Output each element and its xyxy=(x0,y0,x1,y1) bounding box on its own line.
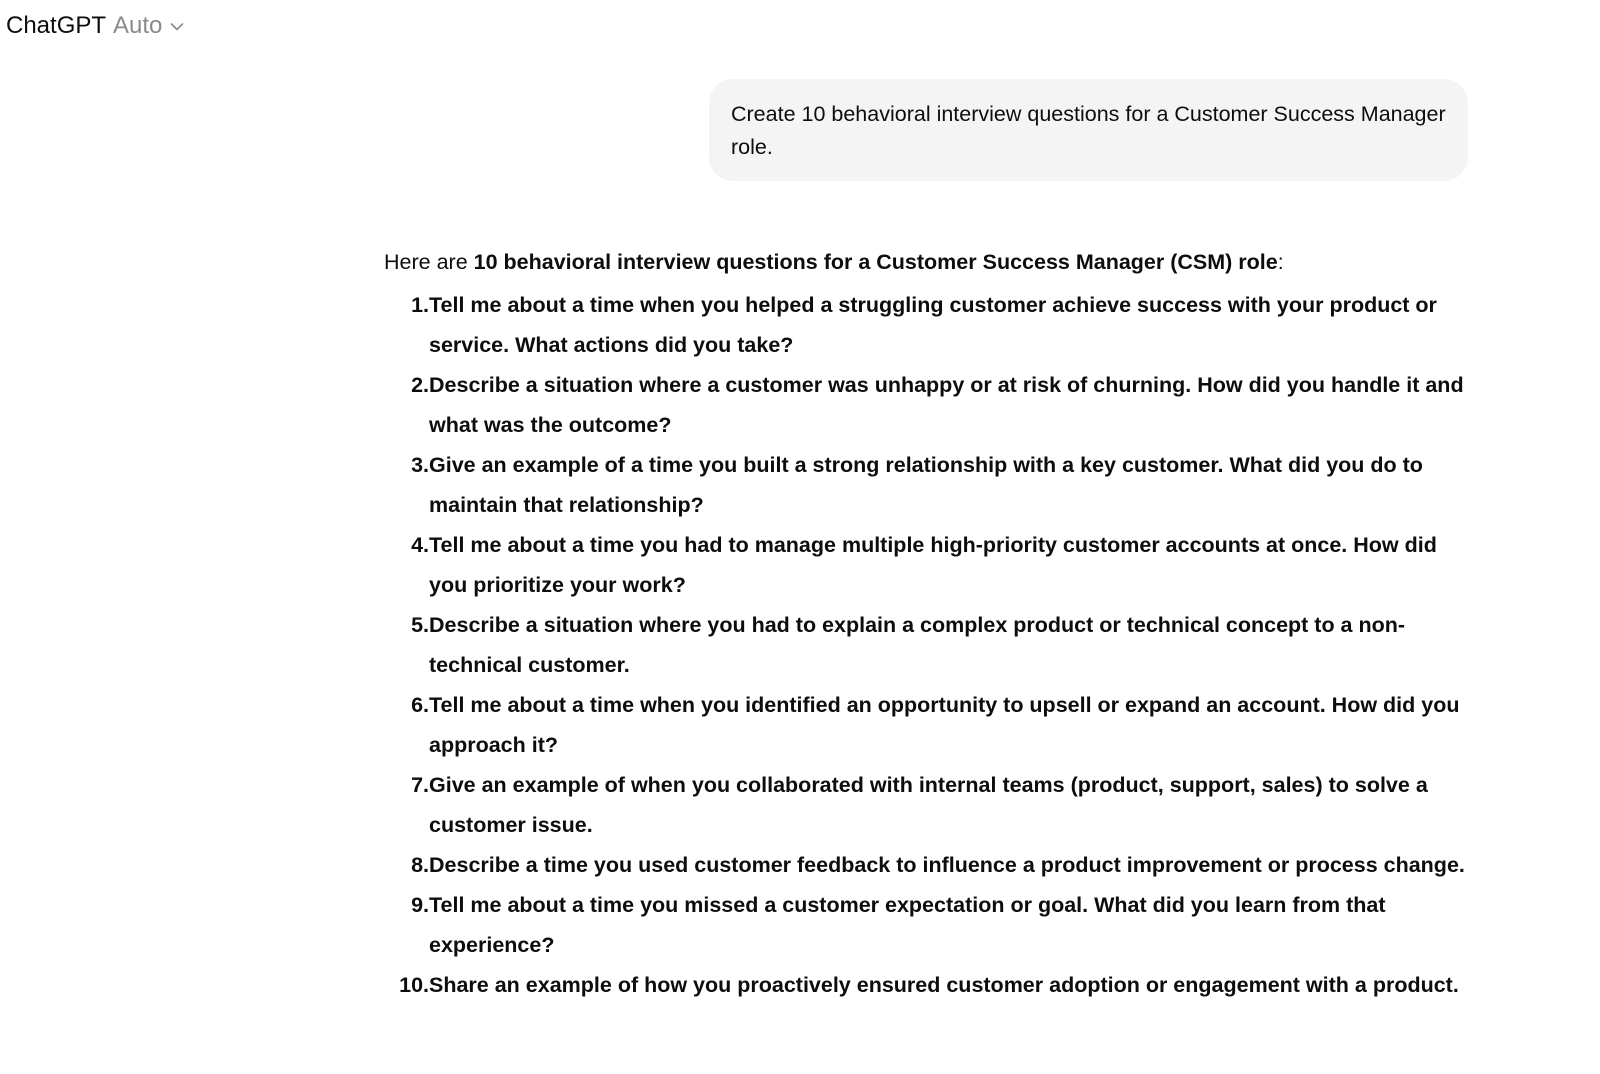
list-number: 4. xyxy=(411,533,429,557)
list-number: 9. xyxy=(411,893,429,917)
list-text: Tell me about a time you missed a customer expectation or goal. What did you learn from that experience? xyxy=(429,893,1386,957)
chevron-down-icon xyxy=(170,22,184,32)
list-text: Give an example of a time you built a strong relationship with a key customer. What did you do to maintain that relationship? xyxy=(429,453,1423,517)
list-item xyxy=(384,885,1474,965)
list-item xyxy=(384,685,1474,765)
list-text: Describe a time you used customer feedback to influence a product improvement or process change. xyxy=(429,853,1465,877)
assistant-intro xyxy=(384,242,1474,282)
list-number: 10. xyxy=(399,973,429,997)
list-item xyxy=(384,965,1474,1005)
list-item xyxy=(384,845,1474,885)
list-number: 2. xyxy=(411,373,429,397)
user-message-text: Create 10 behavioral interview questions for a Customer Success Manager role. xyxy=(731,102,1446,159)
list-item xyxy=(384,765,1474,845)
intro-bold: 10 behavioral interview questions for a Customer Success Manager (CSM) role xyxy=(473,250,1278,274)
list-text: Tell me about a time when you helped a struggling customer achieve success with your product or service. What actions did you take? xyxy=(429,293,1437,357)
list-text: Describe a situation where you had to explain a complex product or technical concept to a non-technical customer. xyxy=(429,613,1406,677)
list-number: 8. xyxy=(411,853,429,877)
list-number: 3. xyxy=(411,453,429,477)
model-label: Auto xyxy=(113,12,163,39)
model-selector[interactable] xyxy=(6,10,184,42)
list-text: Give an example of when you collaborated with internal teams (product, support, sales) to solve a customer issue. xyxy=(429,773,1428,837)
list-text: Tell me about a time when you identified an opportunity to upsell or expand an account. How did you approach it? xyxy=(429,693,1460,757)
list-number: 6. xyxy=(411,693,429,717)
list-number: 1. xyxy=(411,293,429,317)
list-item xyxy=(384,525,1474,605)
list-item xyxy=(384,285,1474,365)
intro-prefix: Here are xyxy=(384,250,474,274)
list-item xyxy=(384,445,1474,525)
intro-suffix: : xyxy=(1277,250,1284,274)
list-text: Share an example of how you proactively ensured customer adoption or engagement with a product. xyxy=(429,973,1459,997)
list-item xyxy=(384,605,1474,685)
question-list xyxy=(384,285,1474,1005)
list-text: Describe a situation where a customer was unhappy or at risk of churning. How did you handle it and what was the outcome? xyxy=(429,373,1464,437)
list-number: 5. xyxy=(411,613,429,637)
app-name: ChatGPT xyxy=(6,12,107,39)
user-message-bubble xyxy=(709,79,1468,181)
list-item xyxy=(384,365,1474,445)
assistant-message xyxy=(384,242,1474,1005)
list-number: 7. xyxy=(411,773,429,797)
list-text: Tell me about a time you had to manage multiple high-priority customer accounts at once. How did you prioritize your work? xyxy=(429,533,1437,597)
